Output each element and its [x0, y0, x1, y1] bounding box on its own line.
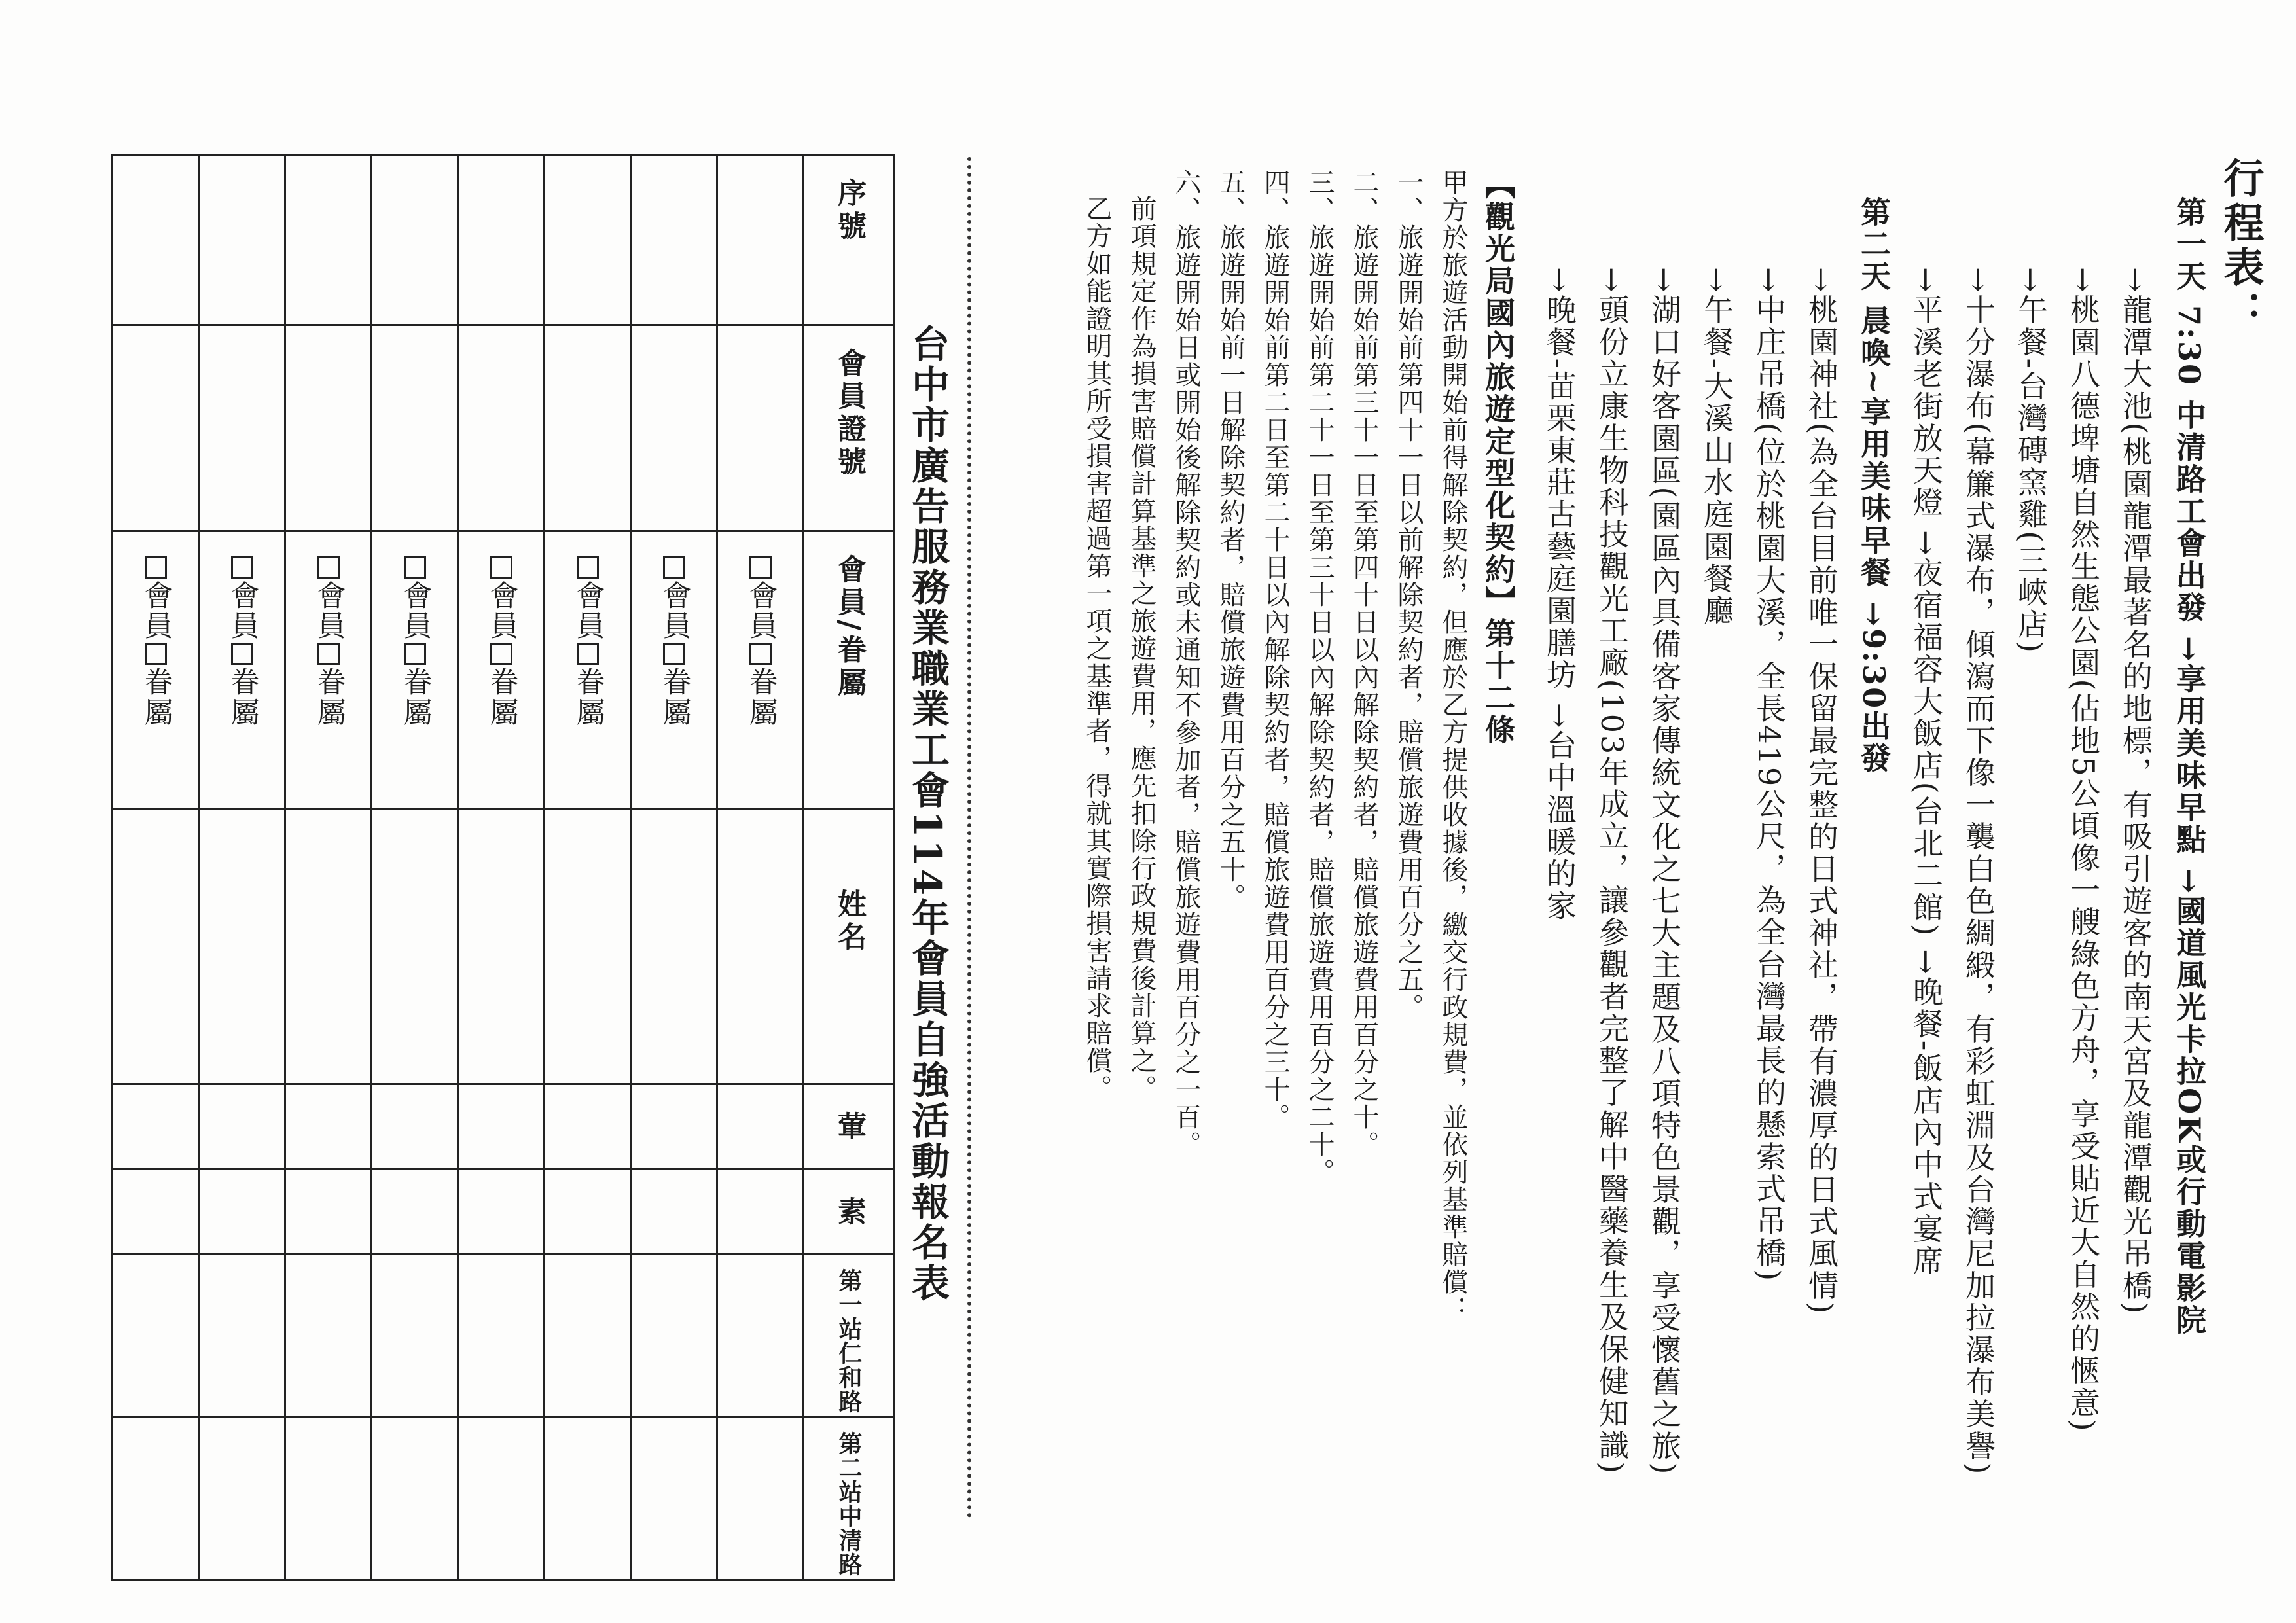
entry-cell-name[interactable] — [372, 810, 458, 1084]
entry-cell-station2[interactable] — [717, 1418, 804, 1580]
member-type-choice[interactable] — [372, 531, 458, 810]
entry-cell-station2[interactable] — [545, 1418, 631, 1580]
entry-cell-veg[interactable] — [372, 1084, 458, 1169]
contract-line: 甲方於旅遊活動開始前得解除契約，但應於乙方提供收據後，繳交行政規費，並依列基準賠償： — [1438, 169, 1468, 1323]
family-option-label: 眷屬 — [657, 667, 691, 727]
entry-cell-member-id[interactable] — [545, 325, 631, 531]
family-option-label: 眷屬 — [398, 667, 432, 727]
contract-line: 六、旅遊開始日或開始後解除契約或未通知不參加者，賠償旅遊費用百分之一百。 — [1171, 169, 1201, 1158]
family-option-label: 眷屬 — [312, 667, 346, 727]
entry-cell-veg[interactable] — [631, 1084, 717, 1169]
member-checkbox[interactable] — [490, 556, 512, 579]
member-checkbox[interactable] — [577, 556, 599, 579]
entry-cell-no[interactable] — [717, 155, 804, 325]
entry-cell-member-id[interactable] — [199, 325, 285, 531]
entry-cell-station2[interactable] — [199, 1418, 285, 1580]
member-option-label: 會員 — [657, 580, 691, 641]
header-name-label: 姓名 — [833, 889, 866, 954]
entry-cell-station1[interactable] — [631, 1255, 717, 1418]
contract-line: 一、旅遊開始前第四十一日以前解除契約者，賠償旅遊費用百分之五。 — [1393, 169, 1424, 1021]
entry-cell-meat[interactable] — [285, 1169, 372, 1255]
entry-cell-member-id[interactable] — [113, 325, 199, 531]
entry-cell-station1[interactable] — [199, 1255, 285, 1418]
family-checkbox[interactable] — [490, 643, 512, 665]
entry-cell-veg[interactable] — [717, 1084, 804, 1169]
entry-cell-veg[interactable] — [285, 1084, 372, 1169]
entry-cell-meat[interactable] — [372, 1169, 458, 1255]
family-checkbox[interactable] — [145, 643, 167, 665]
member-option-label: 會員 — [398, 580, 432, 641]
entry-cell-name[interactable] — [545, 810, 631, 1084]
family-option-label: 眷屬 — [571, 667, 605, 727]
member-option-label: 會員 — [484, 580, 518, 641]
itinerary-line: 第一天 7:30 中清路工會出發 →享用美味早點 →國道風光卡拉OK或行動電影院 — [2172, 196, 2207, 1337]
member-type-choice[interactable] — [545, 531, 631, 810]
family-checkbox[interactable] — [577, 643, 599, 665]
header-meat-option-label: 葷 — [833, 1111, 866, 1144]
family-option-label: 眷屬 — [225, 667, 259, 727]
family-checkbox[interactable] — [404, 643, 426, 665]
family-option-label: 眷屬 — [744, 667, 778, 727]
entry-cell-station1[interactable] — [717, 1255, 804, 1418]
form-title: 台中市廣告服務業職業工會114年會員自強活動報名表 — [905, 324, 950, 1304]
header-station-2-label: 第二站中清路 — [835, 1431, 863, 1577]
entry-cell-station2[interactable] — [631, 1418, 717, 1580]
entry-cell-no[interactable] — [285, 155, 372, 325]
itinerary-line: →午餐-台灣磚窯雞(三峽店) — [2013, 267, 2049, 654]
member-option-label: 會員 — [312, 580, 346, 641]
header-station-1 — [804, 1255, 895, 1418]
family-checkbox[interactable] — [317, 643, 340, 665]
entry-cell-name[interactable] — [631, 810, 717, 1084]
entry-cell-station1[interactable] — [545, 1255, 631, 1418]
entry-cell-veg[interactable] — [113, 1084, 199, 1169]
family-option-label: 眷屬 — [484, 667, 518, 727]
member-type-choice[interactable] — [285, 531, 372, 810]
entry-cell-name[interactable] — [458, 810, 545, 1084]
header-serial-no — [804, 155, 895, 325]
entry-cell-veg[interactable] — [545, 1084, 631, 1169]
member-option-label: 會員 — [139, 580, 173, 641]
member-option-label: 會員 — [225, 580, 259, 641]
family-checkbox[interactable] — [749, 643, 772, 665]
family-checkbox[interactable] — [231, 643, 253, 665]
header-member-id-label: 會員證號 — [833, 348, 866, 479]
header-member-type — [804, 531, 895, 810]
member-checkbox[interactable] — [231, 556, 253, 579]
itinerary-line: →桃園神社(為全台目前唯一保留最完整的日式神社，帶有濃厚的日式風情) — [1804, 267, 1839, 1316]
entry-cell-no[interactable] — [545, 155, 631, 325]
member-type-choice[interactable] — [458, 531, 545, 810]
entry-cell-member-id[interactable] — [717, 325, 804, 531]
header-vegetarian-option-label: 素 — [833, 1196, 866, 1229]
contract-line: 四、旅遊開始前第二日至第二十日以內解除契約者，賠償旅遊費用百分之三十。 — [1260, 169, 1290, 1131]
member-option-label: 會員 — [744, 580, 778, 641]
header-serial-no-label: 序號 — [833, 178, 866, 243]
contract-line: 二、旅遊開始前第三十一日至第四十日以內解除契約者，賠償旅遊費用百分之十。 — [1349, 169, 1379, 1158]
entry-cell-no[interactable] — [113, 155, 199, 325]
header-member-type-label: 會員/眷屬 — [833, 554, 866, 700]
entry-cell-no[interactable] — [458, 155, 545, 325]
entry-cell-station1[interactable] — [285, 1255, 372, 1418]
header-meat-option — [804, 1084, 895, 1169]
member-type-choice[interactable] — [113, 531, 199, 810]
entry-cell-station2[interactable] — [372, 1418, 458, 1580]
header-vegetarian-option — [804, 1169, 895, 1255]
itinerary-title: 行程表： — [2217, 157, 2265, 335]
header-name — [804, 810, 895, 1084]
contract-line: 乙方如能證明其所受損害超過第一項之基準者，得就其實際損害請求賠償。 — [1082, 195, 1112, 1102]
entry-cell-station2[interactable] — [113, 1418, 199, 1580]
contract-line: 三、旅遊開始前第二十一日至第三十日以內解除契約者，賠償旅遊費用百分之二十。 — [1304, 169, 1335, 1186]
member-type-choice[interactable] — [717, 531, 804, 810]
member-option-label: 會員 — [571, 580, 605, 641]
entry-cell-no[interactable] — [372, 155, 458, 325]
contract-line: 五、旅遊開始前一日解除契約者，賠償旅遊費用百分之五十。 — [1215, 169, 1246, 911]
header-member-id — [804, 325, 895, 531]
entry-cell-member-id[interactable] — [285, 325, 372, 531]
member-checkbox[interactable] — [404, 556, 426, 579]
entry-cell-meat[interactable] — [458, 1169, 545, 1255]
entry-cell-member-id[interactable] — [631, 325, 717, 531]
itinerary-line: →平溪老街放天燈 →夜宿福容大飯店(台北二館) →晚餐-飯店內中式宴席 — [1909, 267, 1944, 1277]
cut-line-divider — [967, 157, 971, 1518]
member-checkbox[interactable] — [663, 556, 685, 579]
member-checkbox[interactable] — [317, 556, 340, 579]
contract-heading: 【觀光局國內旅遊定型化契約】第十二條 — [1480, 169, 1516, 746]
entry-cell-meat[interactable] — [113, 1169, 199, 1255]
itinerary-line: →桃園八德埤塘自然生態公園(佔地5公頃像一艘綠色方舟，享受貼近大自然的愜意) — [2066, 267, 2101, 1433]
contract-line: 前項規定作為損害賠償計算基準之旅遊費用，應先扣除行政規費後計算之。 — [1126, 195, 1157, 1102]
member-type-choice[interactable] — [631, 531, 717, 810]
entry-cell-member-id[interactable] — [458, 325, 545, 531]
entry-cell-veg[interactable] — [458, 1084, 545, 1169]
itinerary-line: →晚餐-苗栗東莊古藝庭園膳坊 →台中溫暖的家 — [1542, 267, 1577, 923]
family-option-label: 眷屬 — [139, 667, 173, 727]
entry-cell-station1[interactable] — [458, 1255, 545, 1418]
entry-cell-station1[interactable] — [372, 1255, 458, 1418]
entry-cell-no[interactable] — [199, 155, 285, 325]
entry-cell-name[interactable] — [199, 810, 285, 1084]
entry-cell-name[interactable] — [717, 810, 804, 1084]
registration-table — [111, 154, 895, 1581]
itinerary-day2: 第二天 晨喚~享用美味早餐 →9:30出發 — [1856, 196, 1892, 775]
entry-cell-station2[interactable] — [458, 1418, 545, 1580]
member-checkbox[interactable] — [749, 556, 772, 579]
entry-cell-meat[interactable] — [717, 1169, 804, 1255]
entry-cell-name[interactable] — [113, 810, 199, 1084]
entry-cell-meat[interactable] — [199, 1169, 285, 1255]
entry-cell-station2[interactable] — [285, 1418, 372, 1580]
itinerary-line: →十分瀑布(幕簾式瀑布，傾瀉而下像一襲白色綢緞，有彩虹淵及台灣尼加拉瀑布美譽) — [1961, 267, 1996, 1476]
entry-cell-station1[interactable] — [113, 1255, 199, 1418]
itinerary-line: →午餐-大溪山水庭園餐廳 — [1699, 267, 1734, 628]
itinerary-line: →中庄吊橋(位於桃園大溪，全長419公尺，為全台灣最長的懸索式吊橋) — [1751, 267, 1787, 1283]
header-station-2 — [804, 1418, 895, 1580]
entry-cell-meat[interactable] — [545, 1169, 631, 1255]
itinerary-line: →湖口好客園區(園區內具備客家傳統文化之七大主題及八項特色景觀，享受懷舊之旅) — [1647, 267, 1682, 1476]
entry-cell-member-id[interactable] — [372, 325, 458, 531]
entry-cell-meat[interactable] — [631, 1169, 717, 1255]
itinerary-line: →頭份立康生物科技觀光工廠(103年成立，讓參觀者完整了解中醫藥養生及保健知識) — [1594, 267, 1630, 1476]
member-type-choice[interactable] — [199, 531, 285, 810]
member-checkbox[interactable] — [145, 556, 167, 579]
entry-cell-name[interactable] — [285, 810, 372, 1084]
header-station-1-label: 第一站仁和路 — [835, 1268, 863, 1414]
entry-cell-no[interactable] — [631, 155, 717, 325]
itinerary-line: →龍潭大池(桃園龍潭最著名的地標，有吸引遊客的南天宮及龍潭觀光吊橋) — [2118, 267, 2153, 1316]
entry-cell-veg[interactable] — [199, 1084, 285, 1169]
family-checkbox[interactable] — [663, 643, 685, 665]
